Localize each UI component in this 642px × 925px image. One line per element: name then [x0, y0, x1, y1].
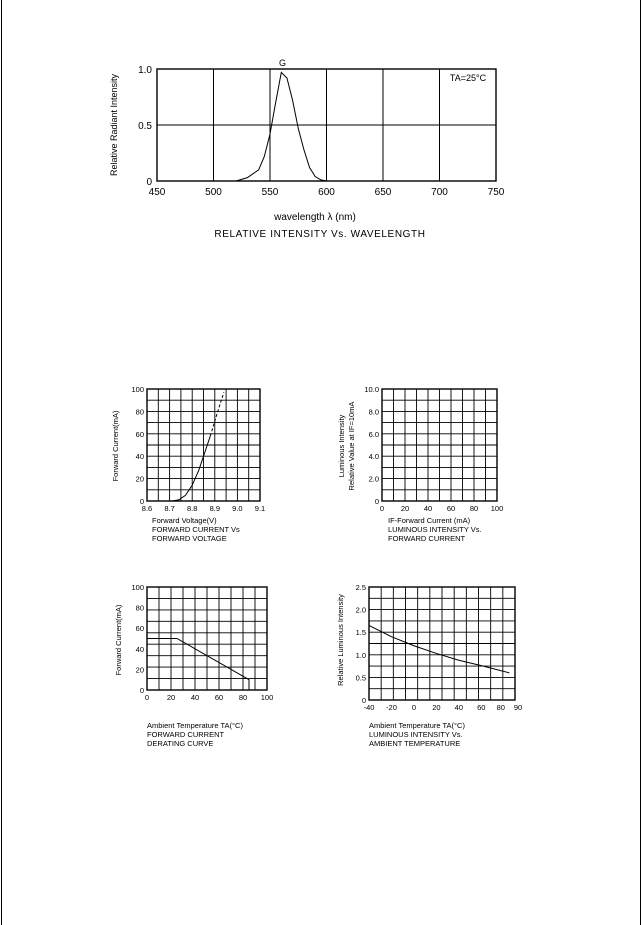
chart5-x-tick-label-4: 40: [454, 703, 464, 712]
chart2-series-line-1: [210, 392, 224, 436]
chart3-y-tick-label-5: 10.0: [364, 385, 379, 394]
chart1-series-line-0: [236, 72, 332, 181]
chart3-y-tick-label-2: 4.0: [368, 452, 379, 462]
chart5-x-axis-label: Ambient Temperature TA(°C): [369, 721, 465, 730]
chart2-x-tick-label-1: 8.7: [164, 504, 175, 513]
chart2-y-tick-label-5: 100: [131, 385, 144, 394]
chart3-x-tick-label-2: 40: [423, 504, 433, 513]
chart1-x-axis-label: wavelength λ (nm): [274, 212, 356, 223]
chart3-title-line-0: LUMINOUS INTENSITY Vs.: [388, 525, 482, 534]
chart4-x-tick-label-2: 40: [190, 693, 200, 702]
chart5-y-axis-label: Relative Luminous Intensity: [336, 594, 345, 686]
chart3-x-tick-label-1: 20: [400, 504, 410, 513]
chart4-x-tick-label-1: 20: [166, 693, 176, 702]
chart1-title: RELATIVE INTENSITY Vs. WAVELENGTH: [214, 229, 426, 240]
chart3-y-axis-label-line-0: Luminous Intensity: [337, 414, 346, 478]
chart5-x-tick-label-6: 80: [496, 703, 505, 712]
chart2-y-tick-label-4: 80: [135, 407, 144, 417]
chart4-y-tick-label-4: 80: [135, 603, 144, 613]
chart2-x-tick-label-0: 8.6: [141, 504, 153, 513]
chart2-y-axis-label: Forward Current(mA): [111, 410, 120, 482]
chart4-title-line-1: DERATING CURVE: [147, 739, 214, 748]
chart2-x-tick-label-5: 9.1: [254, 504, 266, 513]
chart3-y-tick-label-1: 2.0: [368, 474, 379, 484]
chart4-series-line-0: [147, 639, 249, 691]
chart5-title-line-1: AMBIENT TEMPERATURE: [369, 739, 461, 748]
chart1-y-axis-label: Relative Radiant Intensity: [109, 73, 119, 177]
chart5-y-tick-label-0: 0: [361, 696, 366, 705]
chart5-x-tick-label-0: -40: [363, 703, 375, 712]
chart5-x-tick-label-7: 90: [513, 703, 523, 712]
chart5-y-tick-label-2: 1.0: [355, 650, 366, 660]
chart2-x-tick-label-2: 8.8: [186, 504, 198, 513]
chart1-x-tick-label-4: 650: [374, 187, 392, 198]
chart4-y-tick-label-0: 0: [139, 686, 144, 695]
chart4-y-axis-label: Forward Current(mA): [114, 604, 123, 676]
chart2-y-tick-label-1: 20: [135, 474, 144, 484]
chart4-y-tick-label-2: 40: [135, 644, 144, 654]
chart1-x-tick-label-6: 750: [487, 187, 505, 198]
chart5-y-tick-label-5: 2.5: [355, 583, 366, 592]
chart2-x-axis-label: Forward Voltage(V): [152, 516, 217, 525]
chart3-title-line-1: FORWARD CURRENT: [388, 534, 466, 543]
chart2-y-tick-label-3: 60: [135, 429, 144, 439]
chart3-y-axis-label-line-1: Relative Value at IF=10mA: [347, 401, 356, 491]
chart5-x-tick-label-5: 60: [477, 703, 486, 712]
chart2-x-tick-label-3: 8.9: [209, 504, 221, 513]
chart2-x-tick-label-4: 9.0: [232, 504, 243, 513]
chart4-x-axis-label: Ambient Temperature TA(°C): [147, 721, 243, 730]
chart4-y-tick-label-3: 60: [135, 624, 144, 634]
chart2-title-line-1: FORWARD VOLTAGE: [152, 534, 227, 543]
chart1-series-label: G: [279, 58, 287, 68]
chart5-y-tick-label-4: 2.0: [355, 605, 366, 615]
chart3-y-tick-label-0: 0: [374, 497, 379, 506]
chart4-title-line-0: FORWARD CURRENT: [147, 730, 225, 739]
chart2-series-line-0: [172, 436, 210, 501]
chart4-x-tick-label-0: 0: [144, 693, 150, 702]
chart3-x-tick-label-4: 80: [469, 504, 479, 513]
chart3-y-tick-label-4: 8.0: [368, 407, 379, 417]
chart1-x-tick-label-3: 600: [318, 187, 335, 198]
chart5-title-line-0: LUMINOUS INTENSITY Vs.: [369, 730, 463, 739]
chart3-x-tick-label-5: 100: [490, 504, 504, 513]
chart5-x-tick-label-2: 0: [411, 703, 417, 712]
chart4-y-tick-label-1: 20: [135, 665, 144, 675]
chart4-x-tick-label-5: 100: [260, 693, 274, 702]
chart1-y-tick-label-2: 1.0: [138, 65, 152, 76]
chart3-x-tick-label-3: 60: [446, 504, 456, 513]
chart3-x-axis-label: IF-Forward Current (mA): [388, 516, 471, 525]
chart3-y-tick-label-3: 6.0: [368, 429, 379, 439]
chart4-y-tick-label-5: 100: [131, 583, 144, 592]
chart5-x-tick-label-1: -20: [386, 703, 397, 712]
chart1-annotation: TA=25°C: [449, 73, 487, 83]
chart4-x-tick-label-4: 80: [238, 693, 248, 702]
chart1-x-tick-label-5: 700: [431, 187, 448, 198]
chart5-y-tick-label-3: 1.5: [355, 628, 366, 638]
chart5-y-tick-label-1: 0.5: [355, 673, 366, 683]
chart1-y-tick-label-0: 0: [146, 177, 152, 188]
chart1-x-tick-label-2: 550: [261, 187, 279, 198]
chart1-x-tick-label-0: 450: [148, 187, 166, 198]
chart3-x-tick-label-0: 0: [379, 504, 385, 513]
chart2-y-tick-label-2: 40: [135, 452, 144, 462]
chart1-x-tick-label-1: 500: [205, 187, 222, 198]
chart4-x-tick-label-3: 60: [214, 693, 224, 702]
chart2-title-line-0: FORWARD CURRENT Vs: [152, 525, 240, 534]
chart2-y-tick-label-0: 0: [139, 497, 144, 506]
chart5-x-tick-label-3: 20: [432, 703, 441, 712]
chart1-y-tick-label-1: 0.5: [138, 121, 152, 132]
